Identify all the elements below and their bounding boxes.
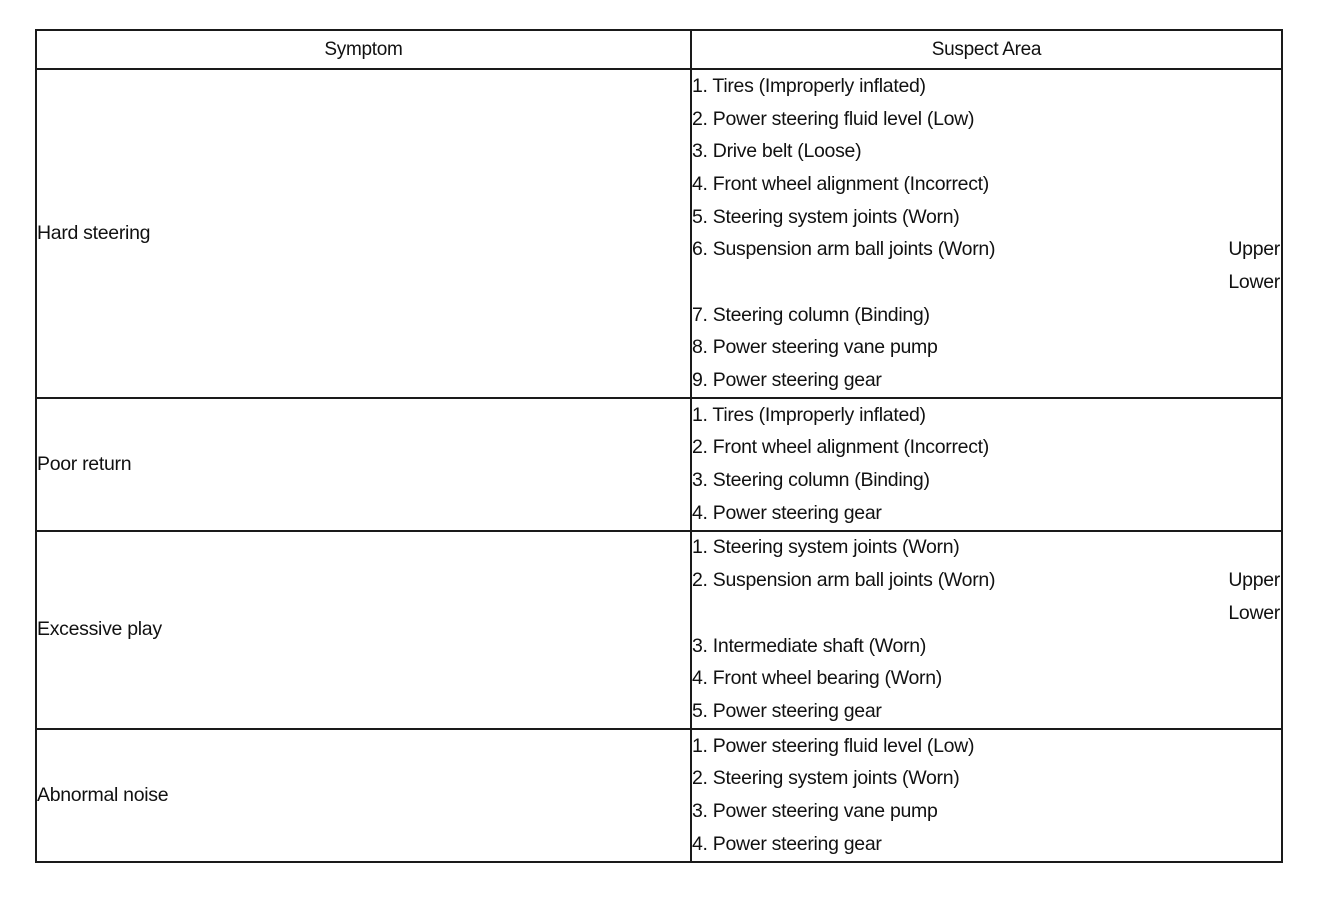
table-row — [36, 69, 1282, 398]
suspect-area-item — [692, 597, 1281, 630]
suspect-area-item — [692, 103, 1281, 136]
suspect-area-text: 5. Steering system joints (Worn) — [692, 205, 960, 228]
position-label: Lower — [1228, 601, 1280, 624]
suspect-area-text: 4. Power steering gear — [692, 501, 882, 524]
suspect-area-text: 6. Suspension arm ball joints (Worn) — [692, 238, 996, 261]
suspect-area-text: 3. Power steering vane pump — [692, 799, 938, 822]
suspect-area-item — [692, 497, 1281, 530]
suspect-area-text: 4. Front wheel alignment (Incorrect) — [692, 172, 989, 195]
suspect-area-item — [692, 630, 1281, 663]
header-symptom: Symptom — [36, 30, 691, 69]
suspect-area-item — [692, 695, 1281, 728]
suspect-area-text: 1. Tires (Improperly inflated) — [692, 403, 926, 426]
suspect-area-item — [692, 532, 1281, 565]
suspect-area-item — [692, 662, 1281, 695]
suspect-area-text: 1. Steering system joints (Worn) — [692, 536, 960, 559]
suspect-area-item — [692, 795, 1281, 828]
suspect-area-text: 7. Steering column (Binding) — [692, 303, 930, 326]
symptom-cell: Hard steering — [36, 69, 691, 398]
suspect-area-text: 8. Power steering vane pump — [692, 336, 938, 359]
suspect-area-item — [692, 399, 1281, 432]
suspect-area-item — [692, 201, 1281, 234]
suspect-area-text: 2. Front wheel alignment (Incorrect) — [692, 436, 989, 459]
suspect-area-text: 3. Drive belt (Loose) — [692, 140, 862, 163]
position-label: Lower — [1228, 270, 1280, 293]
suspect-area-text: 3. Intermediate shaft (Worn) — [692, 634, 927, 657]
suspect-area-cell — [691, 398, 1282, 531]
suspect-area-text: 3. Steering column (Binding) — [692, 469, 930, 492]
suspect-area-text: 4. Power steering gear — [692, 832, 882, 855]
symptom-table — [35, 29, 1283, 863]
suspect-area-cell — [691, 69, 1282, 398]
suspect-area-text: 1. Tires (Improperly inflated) — [692, 74, 926, 97]
suspect-area-text: 1. Power steering fluid level (Low) — [692, 734, 975, 757]
table-row — [36, 729, 1282, 862]
suspect-area-text: 5. Power steering gear — [692, 699, 882, 722]
suspect-area-text: 2. Suspension arm ball joints (Worn) — [692, 569, 996, 592]
suspect-area-item — [692, 332, 1281, 365]
suspect-area-item — [692, 233, 1281, 266]
suspect-area-item — [692, 266, 1281, 299]
suspect-area-item — [692, 828, 1281, 861]
suspect-area-item — [692, 730, 1281, 763]
suspect-area-cell — [691, 729, 1282, 862]
suspect-area-text: 9. Power steering gear — [692, 369, 882, 392]
suspect-area-item — [692, 70, 1281, 103]
table-row — [36, 398, 1282, 531]
suspect-area-item — [692, 299, 1281, 332]
table-body — [36, 69, 1282, 862]
symptom-cell: Poor return — [36, 398, 691, 531]
suspect-area-item — [692, 464, 1281, 497]
position-label: Upper — [1228, 238, 1280, 261]
symptom-cell: Abnormal noise — [36, 729, 691, 862]
suspect-area-text: 4. Front wheel bearing (Worn) — [692, 667, 942, 690]
suspect-area-item — [692, 364, 1281, 397]
suspect-area-text: 2. Power steering fluid level (Low) — [692, 107, 975, 130]
suspect-area-item — [692, 564, 1281, 597]
suspect-area-item — [692, 168, 1281, 201]
suspect-area-item — [692, 432, 1281, 465]
suspect-area-item — [692, 135, 1281, 168]
suspect-area-cell — [691, 531, 1282, 729]
position-label: Upper — [1228, 569, 1280, 592]
suspect-area-text: 2. Steering system joints (Worn) — [692, 767, 960, 790]
table-row — [36, 531, 1282, 729]
header-suspect-area: Suspect Area — [691, 30, 1282, 69]
symptom-cell: Excessive play — [36, 531, 691, 729]
header-row — [36, 30, 1282, 69]
suspect-area-item — [692, 762, 1281, 795]
